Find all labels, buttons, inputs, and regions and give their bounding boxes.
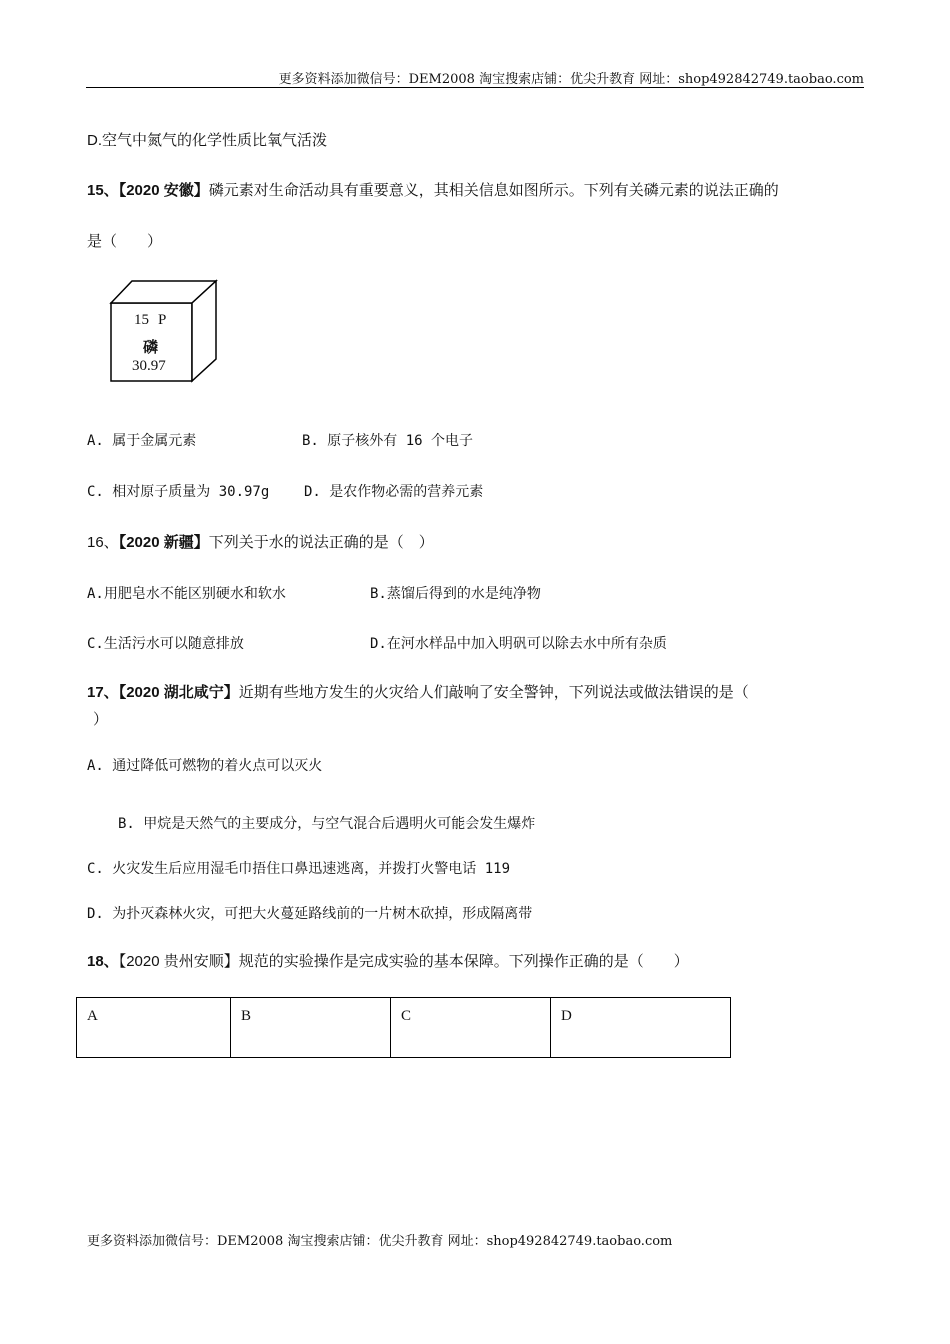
q17-stem-cont: ）	[93, 711, 109, 728]
q16-number: 16、	[87, 534, 119, 551]
q18-number: 18、	[87, 953, 119, 970]
q16-stem	[87, 531, 434, 552]
q16-option-a: A.用肥皂水不能区别硬水和软水	[87, 586, 286, 602]
q17-source: 【2020 湖北咸宁】	[118, 684, 239, 701]
element-symbol: P	[158, 312, 167, 328]
element-name: 磷	[143, 340, 159, 356]
q18-stem	[87, 950, 689, 971]
table-row	[77, 998, 731, 1058]
header-divider	[86, 87, 864, 88]
q17-number: 17、	[87, 684, 119, 701]
table-cell-d: D	[551, 998, 731, 1058]
q17-text: 近期有些地方发生的火灾给人们敲响了安全警钟，下列说法或做法错误的是（	[238, 684, 749, 701]
q14-option-d: D.空气中氮气的化学性质比氧气活泼	[87, 132, 328, 149]
table-cell-c: C	[391, 998, 551, 1058]
q17-option-a: A. 通过降低可燃物的着火点可以灭火	[87, 758, 323, 774]
q15-source: 【2020 安徽】	[118, 182, 209, 199]
q15-stem	[87, 179, 779, 200]
q18-source: 【2020 贵州安顺】	[118, 953, 239, 970]
q15-stem-cont: 是（ ）	[87, 233, 163, 250]
phosphorus-element-card	[108, 279, 220, 385]
q16-source: 【2020 新疆】	[118, 534, 209, 551]
q18-text: 规范的实验操作是完成实验的基本保障。下列操作正确的是（ ）	[238, 953, 689, 970]
q15-option-d: D. 是农作物必需的营养元素	[304, 484, 484, 500]
atomic-mass: 30.97	[132, 358, 166, 374]
q18-options-table	[76, 997, 731, 1058]
q15-option-c: C. 相对原子质量为 30.97g	[87, 484, 270, 500]
q17-option-c: C. 火灾发生后应用湿毛巾捂住口鼻迅速逃离，并拨打火警电话 119	[87, 861, 510, 877]
table-cell-a: A	[77, 998, 231, 1058]
q15-text: 磷元素对生命活动具有重要意义，其相关信息如图所示。下列有关磷元素的说法正确的	[208, 182, 779, 199]
q15-number: 15、	[87, 182, 119, 199]
atomic-number: 15	[134, 312, 149, 328]
page-header: 更多资料添加微信号：DEM2008 淘宝搜索店铺：优尖升教育 网址：shop492842749.taobao.com	[278, 72, 864, 87]
q16-option-c: C.生活污水可以随意排放	[87, 636, 244, 652]
q17-stem	[87, 681, 749, 702]
q15-option-a: A. 属于金属元素	[87, 433, 197, 449]
page-footer: 更多资料添加微信号：DEM2008 淘宝搜索店铺：优尖升教育 网址：shop492842749.taobao.com	[87, 1234, 673, 1249]
q17-option-b: B. 甲烷是天然气的主要成分，与空气混合后遇明火可能会发生爆炸	[118, 816, 536, 832]
table-cell-b: B	[231, 998, 391, 1058]
q15-option-b: B. 原子核外有 16 个电子	[302, 433, 474, 449]
q16-option-b: B.蒸馏后得到的水是纯净物	[370, 586, 541, 602]
q16-option-d: D.在河水样品中加入明矾可以除去水中所有杂质	[370, 636, 667, 652]
q17-option-d: D. 为扑灭森林火灾，可把大火蔓延路线前的一片树木砍掉，形成隔离带	[87, 906, 533, 922]
q16-text: 下列关于水的说法正确的是（ ）	[208, 534, 434, 551]
